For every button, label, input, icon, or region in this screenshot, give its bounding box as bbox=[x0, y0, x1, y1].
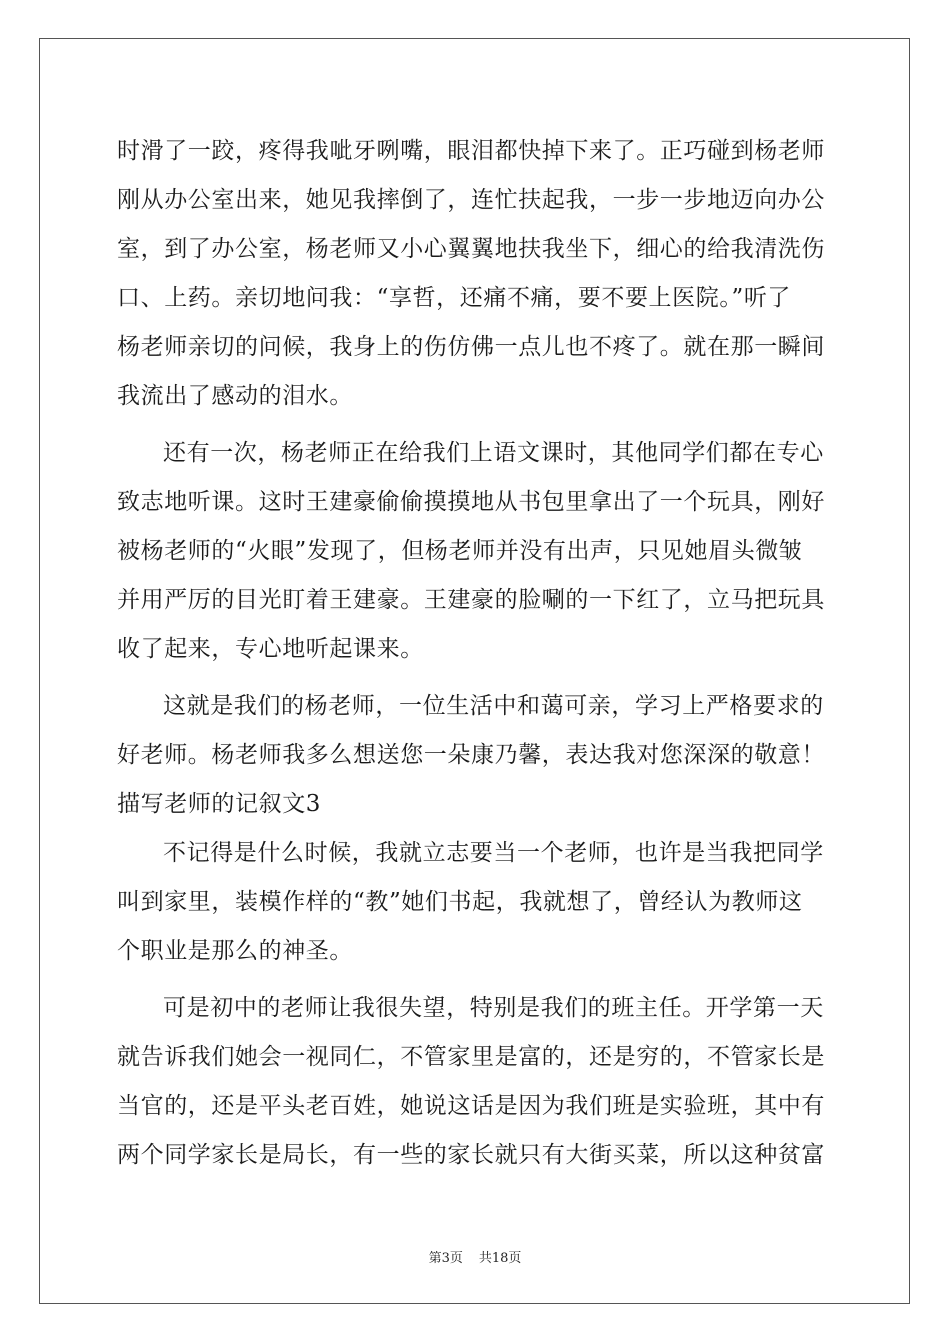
paragraph-4 bbox=[117, 829, 833, 976]
text-line: 可是初中的老师让我很失望，特别是我们的班主任。开学第一天 bbox=[163, 995, 824, 1021]
document-body bbox=[117, 127, 833, 1180]
paragraph-3 bbox=[117, 682, 833, 780]
text-line: 杨老师亲切的问候，我身上的伤仿佛一点儿也不疼了。就在那一瞬间 bbox=[117, 334, 825, 360]
paragraph-1 bbox=[117, 127, 833, 421]
text-line: 就告诉我们她会一视同仁，不管家里是富的，还是穷的，不管家长是 bbox=[117, 1044, 825, 1070]
text-line: 致志地听课。这时王建豪偷偷摸摸地从书包里拿出了一个玩具，刚好 bbox=[117, 489, 825, 515]
text-line: 被杨老师的“火眼”发现了，但杨老师并没有出声，只见她眉头微皱 bbox=[117, 538, 803, 564]
page-footer bbox=[0, 1247, 950, 1266]
page-number: 第3页 bbox=[428, 1251, 463, 1266]
text-line: 叫到家里，装模作样的“教”她们书起，我就想了，曾经认为教师这 bbox=[117, 889, 803, 915]
text-line: 并用严厉的目光盯着王建豪。王建豪的脸唰的一下红了，立马把玩具 bbox=[117, 587, 825, 613]
text-line: 两个同学家长是局长，有一些的家长就只有大街买菜，所以这种贫富 bbox=[117, 1142, 825, 1168]
paragraph-2 bbox=[117, 429, 833, 674]
text-line: 个职业是那么的神圣。 bbox=[117, 938, 353, 964]
paragraph-5 bbox=[117, 984, 833, 1180]
text-line: 好老师。杨老师我多么想送您一朵康乃馨，表达我对您深深的敬意！ bbox=[117, 742, 825, 768]
text-line: 口、上药。亲切地问我：“享哲，还痛不痛，要不要上医院。”听了 bbox=[117, 285, 792, 311]
text-line: 当官的，还是平头老百姓，她说这话是因为我们班是实验班，其中有 bbox=[117, 1093, 825, 1119]
text-line: 我流出了感动的泪水。 bbox=[117, 383, 353, 409]
section-heading bbox=[117, 780, 833, 829]
page-total: 共18页 bbox=[478, 1251, 522, 1266]
text-line: 还有一次，杨老师正在给我们上语文课时，其他同学们都在专心 bbox=[163, 440, 824, 466]
text-line: 室，到了办公室，杨老师又小心翼翼地扶我坐下，细心的给我清洗伤 bbox=[117, 236, 825, 262]
text-line: 时滑了一跤，疼得我呲牙咧嘴，眼泪都快掉下来了。正巧碰到杨老师 bbox=[117, 138, 825, 164]
heading-line: 描写老师的记叙文3 bbox=[117, 791, 322, 817]
text-line: 这就是我们的杨老师，一位生活中和蔼可亲，学习上严格要求的 bbox=[163, 693, 824, 719]
text-line: 不记得是什么时候，我就立志要当一个老师，也许是当我把同学 bbox=[163, 840, 824, 866]
text-line: 刚从办公室出来，她见我摔倒了，连忙扶起我，一步一步地迈向办公 bbox=[117, 187, 825, 213]
text-line: 收了起来，专心地听起课来。 bbox=[117, 636, 424, 662]
